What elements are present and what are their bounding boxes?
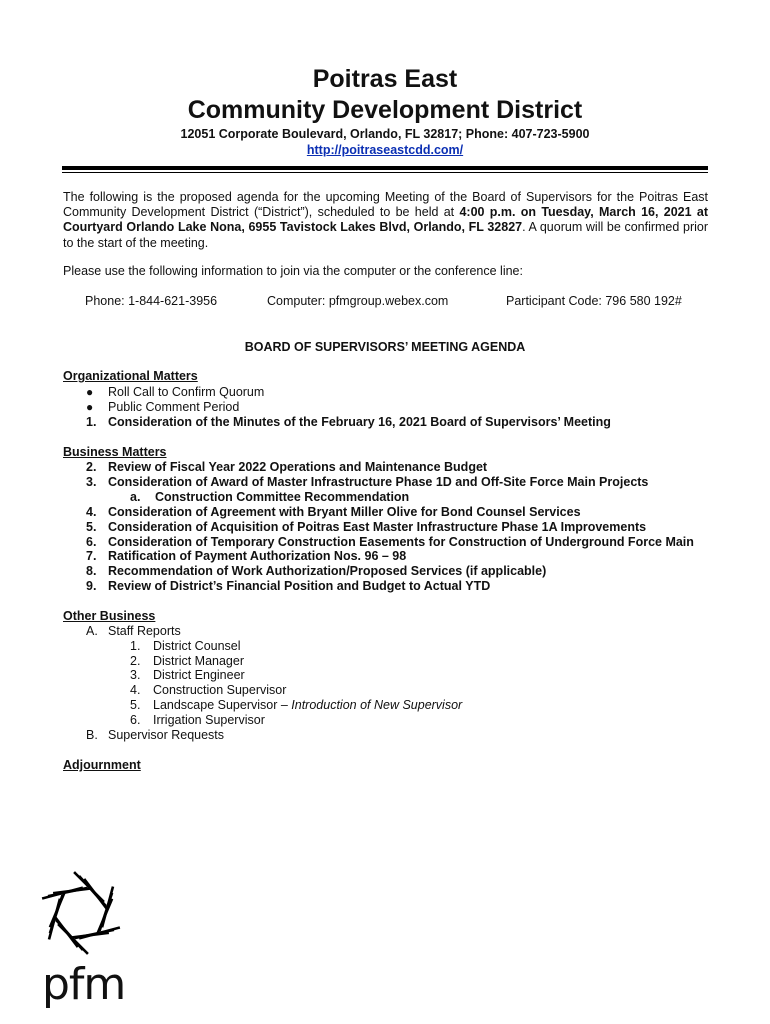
intro-paragraph bbox=[63, 190, 708, 251]
agenda-item-number: 9. bbox=[86, 579, 97, 593]
header-rule-thick bbox=[62, 166, 708, 170]
staff-report-item: Irrigation Supervisor bbox=[153, 713, 265, 727]
pfm-logo-text: pfm bbox=[42, 959, 126, 1010]
agenda-item: Consideration of Acquisition of Poitras East Master Infrastructure Phase 1A Improvements bbox=[108, 520, 647, 534]
join-instructions: Please use the following information to join via the computer or the conference line: bbox=[63, 264, 523, 278]
district-title-line2: Community Development District bbox=[187, 96, 583, 124]
section-adjournment: Adjournment bbox=[63, 758, 141, 772]
agenda-bullet-public-comment: Public Comment Period bbox=[108, 400, 240, 414]
pfm-logo bbox=[36, 868, 126, 1018]
intro-text-1: The following is the proposed agenda for the upcoming Meeting of the Board of Supervisors for the Poitras East Community Development District (“District”), scheduled to be held at bbox=[63, 190, 708, 220]
header-rule-thin bbox=[62, 172, 708, 173]
district-title-line1: Poitras East bbox=[312, 65, 458, 93]
agenda-item: Recommendation of Work Authorization/Proposed Services (if applicable) bbox=[108, 564, 547, 578]
intro-text-2: . A quorum will be confirmed prior to the start of the meeting. bbox=[63, 220, 708, 250]
staff-report-item: District Counsel bbox=[153, 639, 241, 653]
agenda-item-number: 2. bbox=[86, 460, 97, 474]
agenda-item-number: 7. bbox=[86, 549, 97, 563]
staff-report-item: Construction Supervisor bbox=[153, 683, 287, 697]
contact-phone: Phone: 1-844-621-3956 bbox=[85, 294, 218, 308]
staff-report-text: Landscape Supervisor – bbox=[153, 698, 292, 712]
staff-report-number: 5. bbox=[130, 698, 141, 712]
bullet-icon: ● bbox=[86, 385, 94, 399]
staff-report-number: 6. bbox=[130, 713, 141, 727]
staff-report-item bbox=[153, 698, 462, 712]
section-business-matters: Business Matters bbox=[63, 445, 167, 459]
agenda-item-number: 1. bbox=[86, 415, 97, 429]
pfm-logo-icon bbox=[36, 868, 126, 958]
staff-report-item: District Manager bbox=[153, 654, 244, 668]
meeting-details: 4:00 p.m. on Tuesday, March 16, 2021 at Courtyard Orlando Lake Nona, 6955 Tavistock Lakes Blvd, Orlando, FL 32827 bbox=[63, 205, 708, 235]
agenda-item-minutes: Consideration of the Minutes of the February 16, 2021 Board of Supervisors’ Meeting bbox=[108, 415, 611, 429]
agenda-item-number: 4. bbox=[86, 505, 97, 519]
staff-report-note: Introduction of New Supervisor bbox=[291, 698, 463, 712]
agenda-item: Consideration of Agreement with Bryant Miller Olive for Bond Counsel Services bbox=[108, 505, 581, 519]
agenda-item: Review of Fiscal Year 2022 Operations and Maintenance Budget bbox=[108, 460, 488, 474]
district-website-link[interactable]: http://poitraseastcdd.com/ bbox=[306, 143, 464, 157]
agenda-item-number: 6. bbox=[86, 535, 97, 549]
section-organizational-matters: Organizational Matters bbox=[63, 369, 198, 383]
contact-computer: Computer: pfmgroup.webex.com bbox=[267, 294, 449, 308]
bullet-icon: ● bbox=[86, 400, 94, 414]
agenda-subitem-letter: a. bbox=[130, 490, 141, 504]
contact-participant-code: Participant Code: 796 580 192# bbox=[506, 294, 682, 308]
other-item-letter: A. bbox=[86, 624, 98, 638]
agenda-item-number: 3. bbox=[86, 475, 97, 489]
agenda-item: Consideration of Award of Master Infrastructure Phase 1D and Off-Site Force Main Projects bbox=[108, 475, 649, 489]
agenda-item: Review of District’s Financial Position and Budget to Actual YTD bbox=[108, 579, 491, 593]
agenda-item: Ratification of Payment Authorization Nos. 96 – 98 bbox=[108, 549, 407, 563]
staff-report-number: 2. bbox=[130, 654, 141, 668]
section-other-business: Other Business bbox=[63, 609, 156, 623]
agenda-item-number: 5. bbox=[86, 520, 97, 534]
staff-report-number: 3. bbox=[130, 668, 141, 682]
other-item-staff-reports: Staff Reports bbox=[108, 624, 181, 638]
district-address: 12051 Corporate Boulevard, Orlando, FL 32817; Phone: 407-723-5900 bbox=[180, 127, 590, 141]
agenda-bullet-roll-call: Roll Call to Confirm Quorum bbox=[108, 385, 265, 399]
staff-report-item: District Engineer bbox=[153, 668, 245, 682]
agenda-item: Consideration of Temporary Construction Easements for Construction of Underground Force Main bbox=[108, 535, 694, 549]
other-item-supervisor-requests: Supervisor Requests bbox=[108, 728, 225, 742]
other-item-letter: B. bbox=[86, 728, 98, 742]
agenda-title: BOARD OF SUPERVISORS’ MEETING AGENDA bbox=[244, 340, 526, 354]
agenda-item-number: 8. bbox=[86, 564, 97, 578]
staff-report-number: 4. bbox=[130, 683, 141, 697]
staff-report-number: 1. bbox=[130, 639, 141, 653]
agenda-subitem: Construction Committee Recommendation bbox=[155, 490, 410, 504]
